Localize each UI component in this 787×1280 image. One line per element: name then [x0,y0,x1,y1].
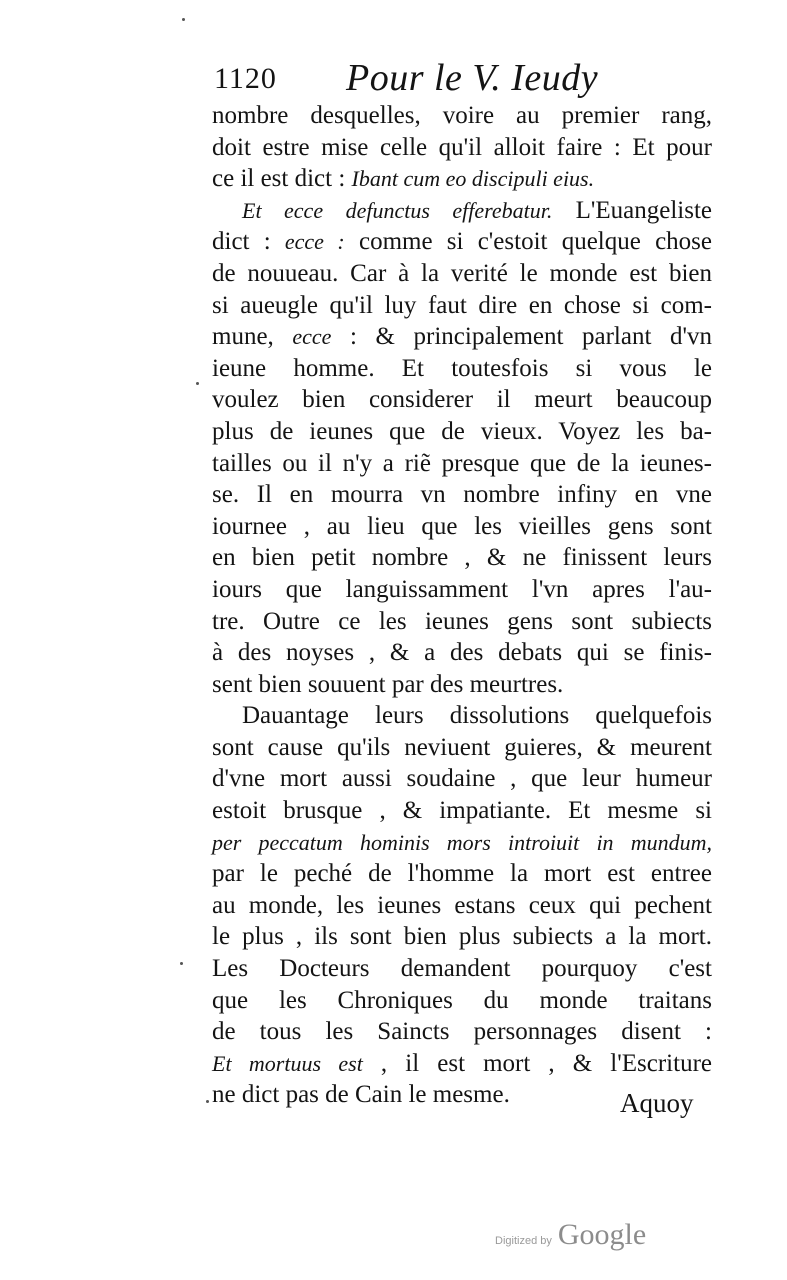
text-run: ne dict pas de Cain le mesme. [212,1081,510,1109]
text-line [212,479,712,511]
text-line [212,416,712,448]
text-run: se. Il en mourra vn nombre infiny en vne [212,481,712,509]
text-line [212,290,712,322]
text-line [212,353,712,385]
text-run: au monde, les ieunes estans ceux qui pechent [212,891,712,919]
text-line [212,921,712,953]
text-line [212,132,712,164]
text-run: de tous les Saincts personnages disent : [212,1018,712,1046]
text-line [212,100,712,132]
text-line [212,1048,712,1080]
text-run: , il est mort , & l'Escriture [362,1049,712,1077]
text-line [212,827,712,859]
text-line [212,606,712,638]
text-run: comme si c'estoit quelque chose [344,228,712,256]
text-line [212,542,712,574]
text-run: le plus , ils sont bien plus subiects a la mort. [212,923,712,951]
text-line [212,795,712,827]
text-line [212,574,712,606]
text-run: à des noyses , & a des debats qui se finis- [212,639,712,667]
text-line [212,448,712,480]
digitization-watermark [495,1218,646,1252]
text-run: d'vne mort aussi soudaine , que leur humeur [212,765,712,793]
text-run: iournee , au lieu que les vieilles gens sont [212,512,712,540]
text-run: tre. Outre ce les ieunes gens sont subiects [212,607,712,635]
page-number: 1120 [214,62,277,95]
text-line [212,511,712,543]
speck-mark [180,962,183,965]
text-run: L'Euangeliste [552,196,712,224]
latin-quote: ecce : [284,229,345,255]
text-run: iours que languissamment l'vn apres l'au- [212,575,712,603]
latin-quote: per peccatum hominis mors introiuit in mundum, [212,829,712,855]
text-run: doit estre mise celle qu'il alloit faire : Et pour [212,133,712,161]
text-line [212,858,712,890]
text-line [212,1016,712,1048]
speck-mark [206,1100,209,1103]
text-run: ce il est dict : [212,165,352,193]
text-run: dict : [212,228,285,256]
text-run: voulez bien considerer il meurt beaucoup [212,386,712,414]
text-line [212,985,712,1017]
text-line [212,890,712,922]
catchword: Aquoy [620,1088,694,1118]
text-run: estoit brusque , & impatiante. Et mesme si [212,797,712,825]
latin-quote: Et mortuus est [212,1050,363,1076]
watermark-prefix: Digitized by [495,1235,552,1247]
speck-mark [196,382,199,385]
text-run: que les Chroniques du monde traitans [212,986,712,1014]
text-line [212,669,712,701]
text-run: par le peché de l'homme la mort est entree [212,860,712,888]
speck-mark [182,18,185,21]
text-run: Les Docteurs demandent pourquoy c'est [212,955,712,983]
text-line [212,321,712,353]
latin-quote: Et ecce defunctus efferebatur. [242,197,553,223]
text-line [212,163,712,195]
latin-quote: Ibant cum eo discipuli eius. [351,166,595,192]
text-line [212,953,712,985]
text-line [212,195,712,227]
text-line [212,384,712,416]
text-line [212,763,712,795]
text-run: sont cause qu'ils neviuent guieres, & meurent [212,733,712,761]
watermark-brand: Google [557,1218,647,1251]
text-line [212,637,712,669]
text-run: tailles ou il n'y a riẽ presque que de la ieunes- [212,449,712,477]
text-run: de nouueau. Car à la verité le monde est bien [212,259,712,287]
page-header [214,56,714,100]
text-run: ieune homme. Et toutesfois si vous le [212,354,712,382]
text-run: plus de ieunes que de vieux. Voyez les ba- [212,417,712,445]
text-run: mune, [212,323,293,351]
text-run: si aueugle qu'il luy faut dire en chose si com- [212,291,712,319]
text-line [212,226,712,258]
text-run: sent bien souuent par des meurtres. [212,670,564,698]
text-line [212,732,712,764]
body-text [212,100,712,1111]
text-run: nombre desquelles, voire au premier rang, [212,102,712,129]
text-line [212,700,712,732]
text-run: : & principalement parlant d'vn [331,323,712,351]
text-run: Dauantage leurs dissolutions quelquefois [242,702,712,730]
text-run: en bien petit nombre , & ne finissent leurs [212,544,712,572]
running-title: Pour le V. Ieudy [346,57,599,99]
latin-quote: ecce [292,324,332,350]
text-line [212,258,712,290]
